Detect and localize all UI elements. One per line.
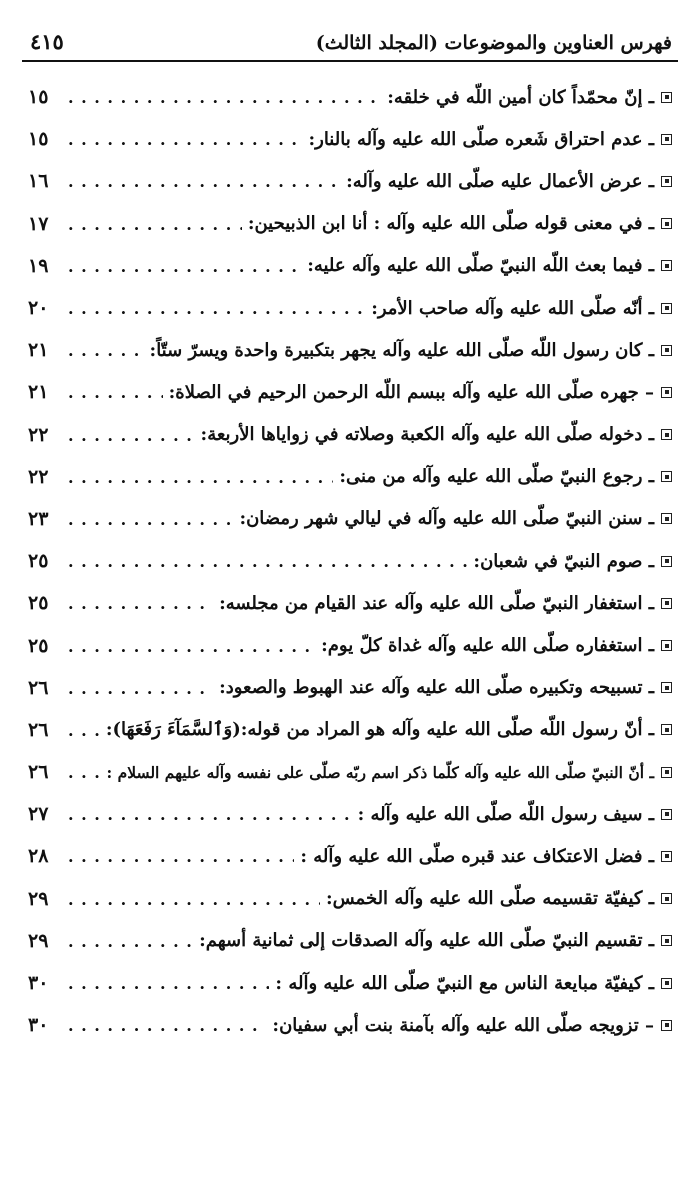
toc-entry-page-number: ١٥ [28, 86, 49, 109]
toc-entry-page-number: ٢٢ [28, 423, 49, 446]
toc-entry-title: ـ كيفيّة مبايعة الناس مع النبيّ صلّی الله علیه وآله : [275, 972, 654, 994]
toc-entry [28, 540, 672, 582]
toc-entry-page-number: ٢١ [28, 339, 49, 362]
toc-entry-title: – جهره صلّی الله علیه وآله ببسم اللّه الرحمن الرحيم في الصلاة: [168, 381, 654, 403]
toc-entry-page-number: ٢٩ [28, 887, 49, 910]
toc-entry-page-number: ١٥ [28, 128, 49, 151]
toc-entry [28, 76, 672, 118]
dot-leader [68, 803, 352, 825]
toc-entry-title: ـ استغفار النبيّ صلّی الله علیه وآله عند القيام من مجلسه: [219, 592, 654, 614]
square-bullet-icon [661, 682, 672, 693]
toc-entry [28, 624, 672, 666]
toc-entry-page-number: ٢٨ [28, 845, 49, 868]
square-bullet-icon [661, 92, 672, 103]
toc-entry-page-number: ٢٧ [28, 803, 49, 826]
toc-entry [28, 835, 672, 877]
toc-entry-page-number: ٣٠ [28, 1014, 49, 1037]
dot-leader [68, 508, 233, 530]
square-bullet-icon [661, 176, 672, 187]
square-bullet-icon [661, 134, 672, 145]
toc-entry-page-number: ١٩ [28, 254, 49, 277]
dot-leader [68, 677, 213, 699]
header-page-number: ٤١٥ [30, 29, 64, 54]
square-bullet-icon [661, 471, 672, 482]
toc-entry-page-number: ٢١ [28, 381, 49, 404]
dot-leader [68, 128, 302, 150]
toc-entry-page-number: ١٧ [28, 212, 49, 235]
toc-entry [28, 414, 672, 456]
toc-entry-title: ـ كيفيّة تقسيمه صلّی الله علیه وآله الخمس: [325, 888, 654, 910]
toc-entry-title: ـ رجوع النبيّ صلّی الله علیه وآله من منى: [339, 466, 654, 488]
square-bullet-icon [661, 345, 672, 356]
square-bullet-icon [661, 935, 672, 946]
dot-leader [68, 424, 195, 446]
toc-entry-page-number: ٣٠ [28, 972, 49, 995]
dot-leader [68, 381, 163, 403]
dot-leader [68, 170, 340, 192]
square-bullet-icon [661, 303, 672, 314]
dot-leader [68, 761, 101, 783]
toc-entry-title: ـ سيف رسول اللّه صلّی الله علیه وآله : [357, 803, 654, 825]
square-bullet-icon [661, 218, 672, 229]
toc-entry-page-number: ٢٣ [28, 507, 49, 530]
dot-leader [68, 213, 242, 235]
square-bullet-icon [661, 724, 672, 735]
dot-leader [68, 930, 193, 952]
table-of-contents [28, 76, 672, 1046]
toc-entry-page-number: ٢٦ [28, 718, 49, 741]
toc-entry-title: ـ إنّ محمّداً كان أمين اللّه في خلقه: [387, 86, 654, 108]
toc-entry-title: ـ عدم احتراق شَعره صلّی الله علیه وآله بالنار: [308, 128, 654, 150]
header-rule [22, 60, 678, 62]
square-bullet-icon [661, 851, 672, 862]
dot-leader [68, 635, 315, 657]
toc-entry-title: – تزويجه صلّی الله علیه وآله بآمنة بنت أبي سفيان: [272, 1014, 654, 1036]
toc-entry-title: ـ فضل الاعتكاف عند قبره صلّی الله علیه وآله : [300, 845, 654, 867]
square-bullet-icon [661, 978, 672, 989]
toc-entry [28, 878, 672, 920]
toc-entry [28, 160, 672, 202]
toc-entry-page-number: ٢٥ [28, 634, 49, 657]
dot-leader [68, 339, 144, 361]
toc-entry-title: ـ في معنى قوله صلّی الله علیه وآله : أنا ابن الذبيحين: [247, 213, 654, 235]
toc-entry-page-number: ٢٥ [28, 592, 49, 615]
toc-entry [28, 118, 672, 160]
toc-entry [28, 456, 672, 498]
toc-entry-title: ـ فيما بعث اللّه النبيّ صلّی الله علیه وآله عليه: [307, 255, 654, 277]
square-bullet-icon [661, 640, 672, 651]
toc-entry-page-number: ٢٦ [28, 676, 49, 699]
square-bullet-icon [661, 429, 672, 440]
toc-entry-title: ـ أنّه صلّی الله علیه وآله صاحب الأمر: [371, 297, 654, 319]
square-bullet-icon [661, 260, 672, 271]
toc-entry [28, 203, 672, 245]
toc-entry [28, 245, 672, 287]
dot-leader [68, 845, 294, 867]
toc-entry [28, 1004, 672, 1046]
toc-entry-page-number: ٢٥ [28, 550, 49, 573]
running-header [30, 20, 672, 54]
square-bullet-icon [661, 893, 672, 904]
dot-leader [68, 972, 269, 994]
toc-entry [28, 371, 672, 413]
toc-entry-page-number: ٢٠ [28, 297, 49, 320]
toc-entry-title: ـ أنّ النبيّ صلّی الله علیه وآله كلّما ذكر اسم ربّه صلّى على نفسه وآله علیهم السلام : [106, 762, 654, 782]
dot-leader [68, 592, 213, 614]
toc-entry-title: ـ صوم النبيّ في شعبان: [473, 550, 654, 572]
toc-entry-title: ـ سنن النبيّ صلّی الله علیه وآله في ليالي شهر رمضان: [239, 508, 654, 530]
square-bullet-icon [661, 809, 672, 820]
toc-entry-page-number: ٢٦ [28, 761, 49, 784]
toc-entry-title: ـ تقسيم النبيّ صلّی الله علیه وآله الصدقات إلى ثمانية أسهم: [199, 930, 654, 952]
square-bullet-icon [661, 556, 672, 567]
square-bullet-icon [661, 387, 672, 398]
dot-leader [68, 1014, 266, 1036]
toc-entry-title: ـ عرض الأعمال عليه صلّی الله علیه وآله: [346, 170, 654, 192]
square-bullet-icon [661, 1020, 672, 1031]
square-bullet-icon [661, 513, 672, 524]
square-bullet-icon [661, 767, 672, 778]
toc-entry-title: ـ تسبيحه وتكبيره صلّی الله علیه وآله عند الهبوط والصعود: [219, 677, 654, 699]
toc-entry-title: ـ دخوله صلّی الله علیه وآله الكعبة وصلاته في زواياها الأربعة: [200, 424, 654, 446]
toc-entry [28, 667, 672, 709]
dot-leader [68, 466, 333, 488]
dot-leader [68, 255, 301, 277]
toc-entry [28, 329, 672, 371]
toc-entry [28, 709, 672, 751]
header-title: فهرس العناوين والموضوعات (المجلد الثالث) [315, 32, 672, 54]
dot-leader [68, 888, 320, 910]
toc-entry-title: ـ كان رسول اللّه صلّی الله علیه وآله يجهر بتكبيرة واحدة ويسرّ ستّاً: [149, 339, 654, 361]
dot-leader [68, 86, 381, 108]
dot-leader [68, 719, 100, 741]
toc-entry-title: ـ استغفاره صلّی الله علیه وآله غداة كلّ يوم: [321, 635, 654, 657]
dot-leader [68, 297, 365, 319]
toc-entry [28, 582, 672, 624]
toc-entry [28, 920, 672, 962]
square-bullet-icon [661, 598, 672, 609]
toc-entry [28, 287, 672, 329]
toc-entry-page-number: ١٦ [28, 170, 49, 193]
dot-leader [68, 550, 467, 572]
toc-entry [28, 793, 672, 835]
toc-entry-title: ـ أنّ رسول اللّه صلّی الله علیه وآله هو المراد من قوله:(وَٱلسَّمَآءَ رَفَعَهَا): [105, 719, 654, 741]
toc-entry-page-number: ٢٢ [28, 465, 49, 488]
toc-entry [28, 751, 672, 793]
toc-entry-page-number: ٢٩ [28, 929, 49, 952]
toc-entry [28, 962, 672, 1004]
toc-entry [28, 498, 672, 540]
